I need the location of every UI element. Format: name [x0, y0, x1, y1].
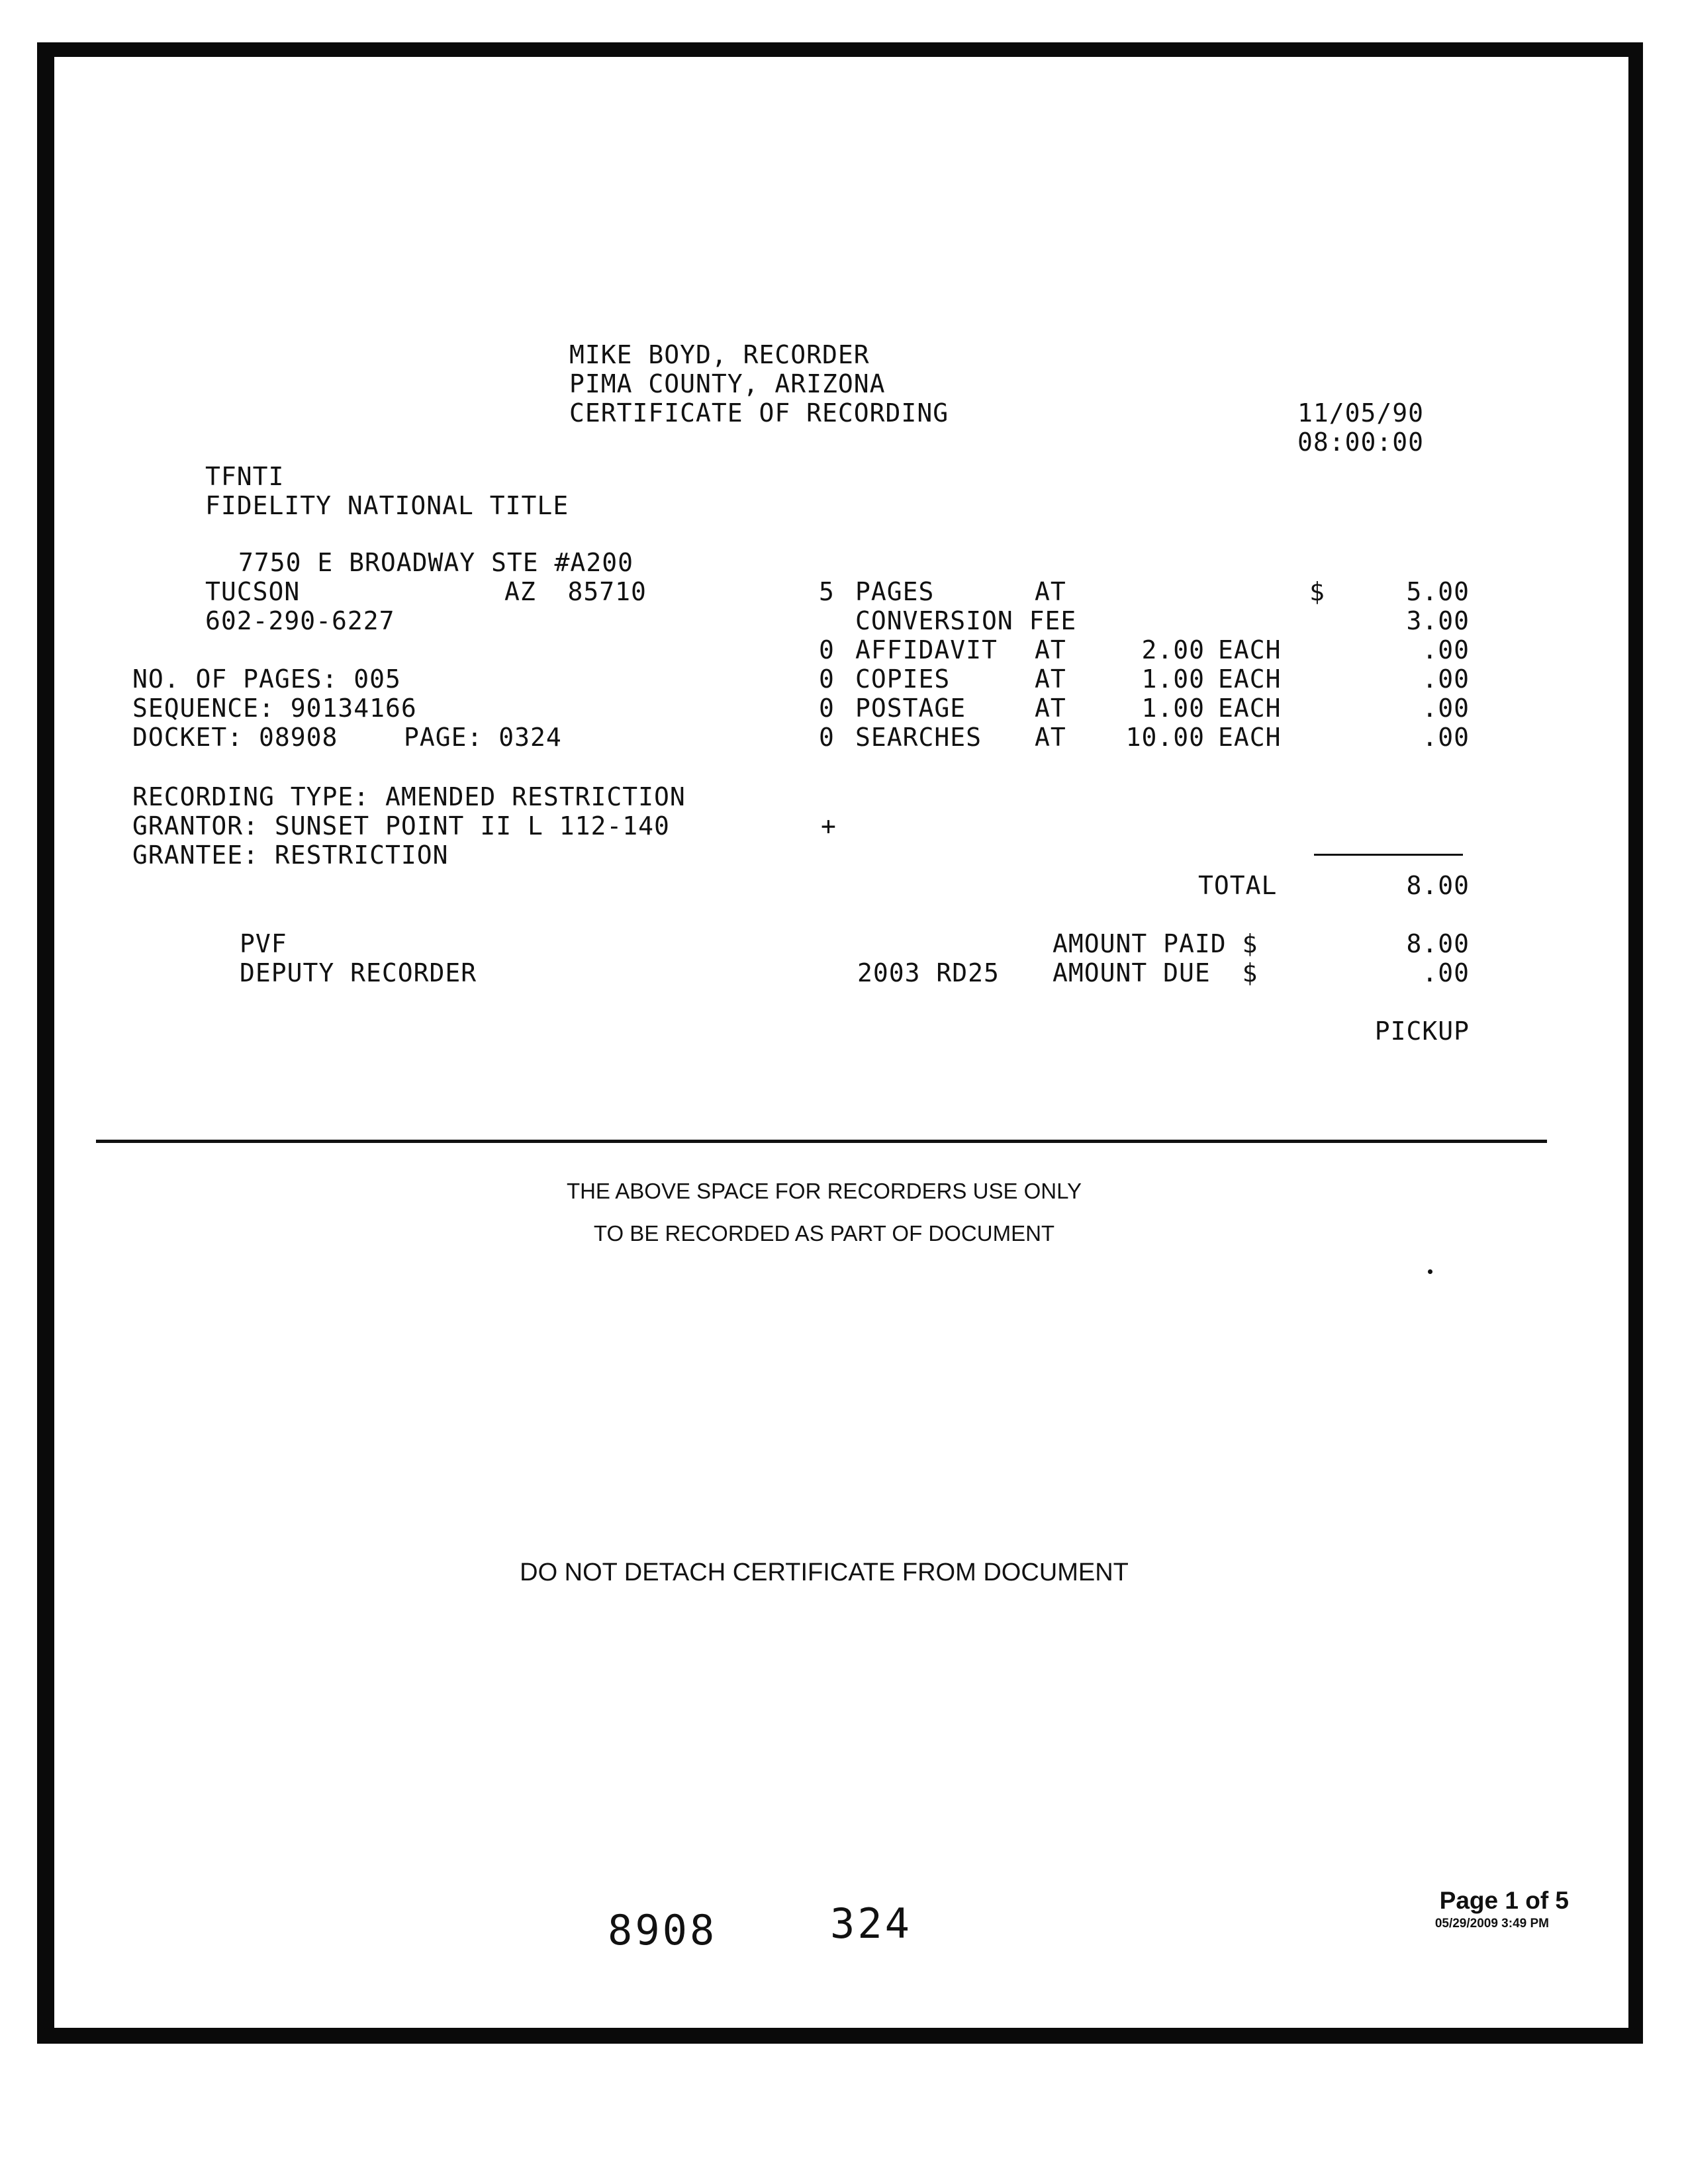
grantee: GRANTEE: RESTRICTION — [132, 841, 449, 870]
fee-amount: .00 — [1422, 635, 1470, 664]
fee-dollar: $ — [1309, 577, 1325, 606]
fee-rate: 1.00 — [1141, 694, 1205, 723]
recording-type: RECORDING TYPE: AMENDED RESTRICTION — [132, 782, 686, 811]
addressee-street: 7750 E BROADWAY STE #A200 — [238, 548, 633, 577]
amount-due-value: .00 — [1422, 958, 1470, 987]
fee-each: EACH — [1218, 635, 1282, 664]
total-value: 8.00 — [1406, 871, 1470, 900]
fee-each: EACH — [1218, 694, 1282, 723]
county-name: PIMA COUNTY, ARIZONA — [569, 369, 886, 398]
addressee-state-zip: AZ 85710 — [504, 577, 647, 606]
fee-amount: .00 — [1422, 723, 1470, 752]
fee-amount: .00 — [1422, 664, 1470, 694]
fee-qty: 0 — [819, 664, 835, 694]
fee-qty: 0 — [819, 723, 835, 752]
amount-paid-label: AMOUNT PAID $ — [1053, 929, 1258, 958]
pickup-note: PICKUP — [1374, 1017, 1470, 1046]
fee-qty: 0 — [819, 635, 835, 664]
number-of-pages: NO. OF PAGES: 005 — [132, 664, 401, 694]
deputy-initials: PVF — [240, 929, 287, 958]
addressee-code: TFNTI — [205, 462, 285, 491]
fee-item: POSTAGE — [855, 694, 966, 723]
fee-item: SEARCHES — [855, 723, 982, 752]
fee-at: AT — [1035, 635, 1066, 664]
addressee-name: FIDELITY NATIONAL TITLE — [205, 491, 569, 520]
fee-rate: 1.00 — [1141, 664, 1205, 694]
recorded-part-note: TO BE RECORDED AS PART OF DOCUMENT — [593, 1221, 1055, 1246]
do-not-detach-note: DO NOT DETACH CERTIFICATE FROM DOCUMENT — [520, 1559, 1129, 1586]
fee-rate: 2.00 — [1141, 635, 1205, 664]
fee-at: AT — [1035, 664, 1066, 694]
total-label: TOTAL — [1198, 871, 1278, 900]
addressee-city: TUCSON — [205, 577, 301, 606]
addressee-phone: 602-290-6227 — [205, 606, 395, 635]
fee-item: COPIES — [855, 664, 951, 694]
fee-item: PAGES — [855, 577, 935, 606]
docket-number: DOCKET: 08908 — [132, 723, 338, 752]
print-timestamp: 05/29/2009 3:49 PM — [1434, 1917, 1549, 1931]
terminal-id: 2003 RD25 — [857, 958, 1000, 987]
fee-each: EACH — [1218, 664, 1282, 694]
fee-rate: 10.00 — [1125, 723, 1205, 752]
fee-each: EACH — [1218, 723, 1282, 752]
docket-page: PAGE: 0324 — [404, 723, 562, 752]
amount-paid-value: 8.00 — [1406, 929, 1470, 958]
amount-due-label: AMOUNT DUE $ — [1053, 958, 1258, 987]
fee-at: AT — [1035, 723, 1066, 752]
fee-amount: 3.00 — [1406, 606, 1470, 635]
fee-amount: .00 — [1422, 694, 1470, 723]
recorders-use-note: THE ABOVE SPACE FOR RECORDERS USE ONLY — [566, 1179, 1082, 1203]
fee-qty: 0 — [819, 694, 835, 723]
fee-at: AT — [1035, 577, 1066, 606]
fee-item: CONVERSION FEE — [855, 606, 1077, 635]
stamp-page: 324 — [830, 1899, 912, 1948]
fee-qty: 5 — [819, 577, 835, 606]
recording-date: 11/05/90 — [1297, 398, 1425, 428]
page-indicator: Page 1 of 5 — [1439, 1887, 1569, 1914]
speck — [1428, 1269, 1432, 1274]
stamp-docket: 8908 — [608, 1906, 718, 1954]
plus-mark: + — [821, 811, 837, 841]
divider-rule — [96, 1140, 1547, 1143]
fee-item: AFFIDAVIT — [855, 635, 998, 664]
recording-time: 08:00:00 — [1297, 428, 1425, 457]
fee-amount: 5.00 — [1406, 577, 1470, 606]
fee-at: AT — [1035, 694, 1066, 723]
grantor: GRANTOR: SUNSET POINT II L 112-140 — [132, 811, 670, 841]
certificate-title: CERTIFICATE OF RECORDING — [569, 398, 949, 428]
recorder-name: MIKE BOYD, RECORDER — [569, 340, 870, 369]
total-underline — [1314, 854, 1463, 856]
sequence-number: SEQUENCE: 90134166 — [132, 694, 417, 723]
deputy-title: DEPUTY RECORDER — [240, 958, 477, 987]
